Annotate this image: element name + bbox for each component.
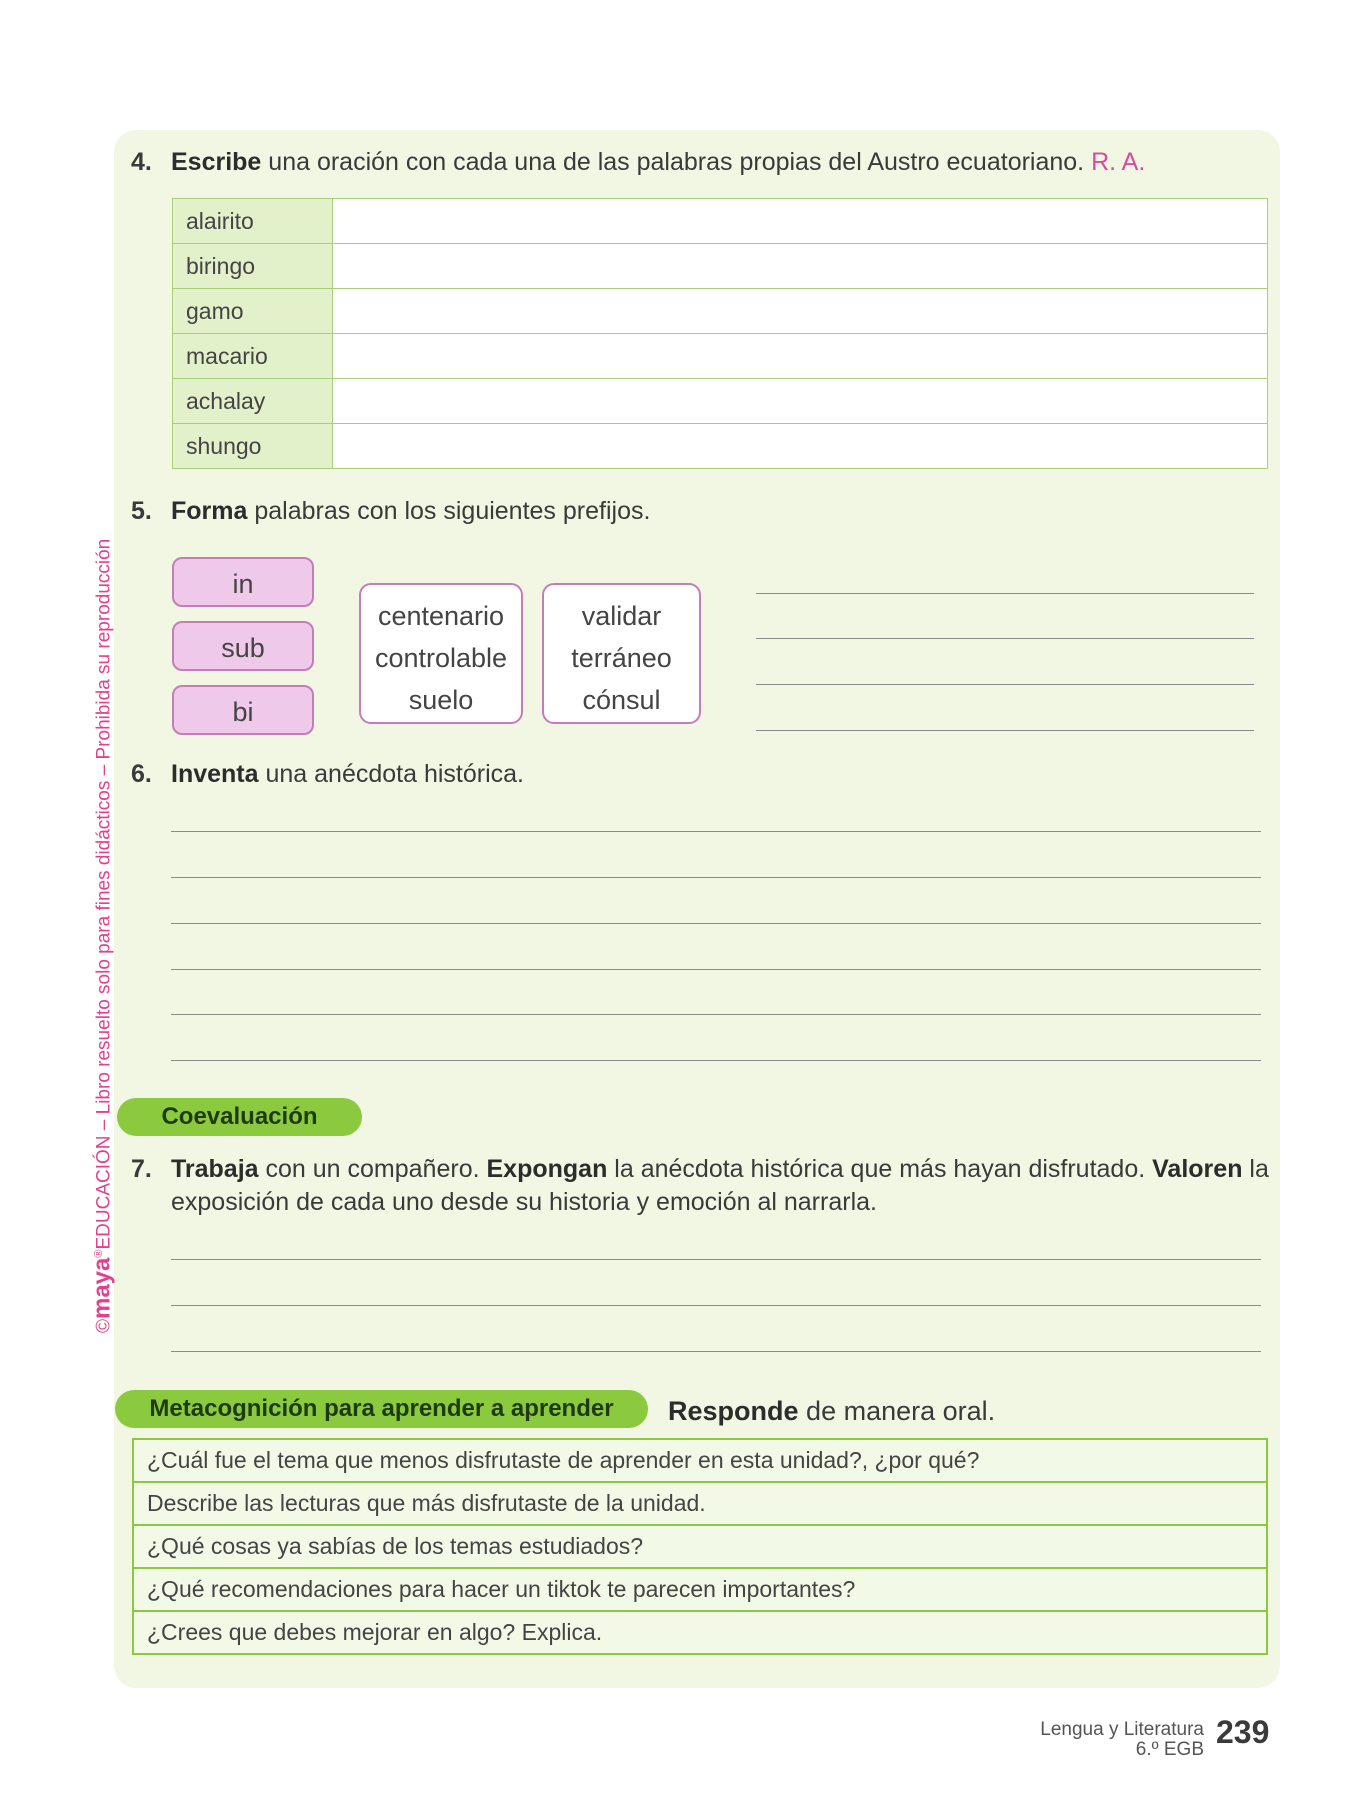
- answer-note: R. A.: [1091, 148, 1146, 176]
- answer-line[interactable]: [756, 730, 1254, 731]
- roots-box-2: [542, 583, 701, 724]
- answer-cell[interactable]: [333, 289, 1268, 334]
- answer-line[interactable]: [171, 831, 1261, 832]
- words-table: [172, 198, 1268, 469]
- answer-cell[interactable]: [333, 424, 1268, 469]
- table-row: [173, 379, 1268, 424]
- question-text: la: [1249, 1155, 1269, 1183]
- table-row: [173, 334, 1268, 379]
- root-word: controlable: [374, 643, 508, 673]
- table-row: [173, 199, 1268, 244]
- question-text: una anécdota histórica.: [265, 760, 524, 788]
- root-word: centenario: [377, 601, 505, 631]
- answer-line[interactable]: [171, 1259, 1261, 1260]
- sidebar-text: EDUCACIÓN – Libro resuelto solo para fines didácticos – Prohibida su reproducción: [93, 538, 115, 1250]
- word-cell: macario: [173, 334, 333, 379]
- meta-instruction: [668, 1395, 995, 1428]
- registered-mark: ®: [93, 1249, 105, 1258]
- prefix-box-sub: sub: [172, 621, 314, 671]
- word-cell: alairito: [173, 199, 333, 244]
- question-text: con un compañero.: [265, 1155, 480, 1183]
- page-number: 239: [1216, 1714, 1270, 1750]
- answer-line[interactable]: [171, 1060, 1261, 1061]
- answer-line[interactable]: [171, 969, 1261, 970]
- question-number: 4.: [131, 148, 152, 176]
- metacognition-table: [132, 1438, 1268, 1655]
- root-word: cónsul: [582, 685, 661, 715]
- answer-line[interactable]: [171, 1351, 1261, 1352]
- prefix-box-in: in: [172, 557, 314, 607]
- meta-question: ¿Cuál fue el tema que menos disfrutaste de aprender en esta unidad?, ¿por qué?: [133, 1439, 1267, 1482]
- meta-question: ¿Qué cosas ya sabías de los temas estudiados?: [133, 1525, 1267, 1568]
- question-number: 7.: [131, 1155, 152, 1183]
- table-row: [173, 424, 1268, 469]
- footer-subject: [1040, 1720, 1204, 1760]
- root-word: validar: [581, 601, 662, 631]
- answer-line[interactable]: [171, 923, 1261, 924]
- table-row: [173, 244, 1268, 289]
- question-verb: Forma: [171, 497, 248, 525]
- question-verb: Inventa: [171, 760, 259, 788]
- question-7-line-2: exposición de cada uno desde su historia y emoción al narrarla.: [171, 1188, 877, 1216]
- meta-question: ¿Qué recomendaciones para hacer un tiktok te parecen importantes?: [133, 1568, 1267, 1611]
- answer-cell[interactable]: [333, 379, 1268, 424]
- brand-name: maya: [88, 1257, 116, 1319]
- instruction-text: de manera oral.: [806, 1396, 996, 1426]
- coevaluacion-badge: Coevaluación: [117, 1098, 362, 1136]
- question-text: palabras con los siguientes prefijos.: [254, 497, 651, 525]
- root-word: suelo: [408, 685, 474, 715]
- prefix-box-bi: bi: [172, 685, 314, 735]
- grade-level: 6.º EGB: [1135, 1739, 1204, 1760]
- metacognicion-badge: Metacognición para aprender a aprender: [115, 1390, 648, 1428]
- question-verb: Valoren: [1152, 1155, 1243, 1183]
- answer-line[interactable]: [756, 638, 1254, 639]
- answer-line[interactable]: [756, 593, 1254, 594]
- answer-cell[interactable]: [333, 244, 1268, 289]
- question-verb: Trabaja: [171, 1155, 259, 1183]
- copyright-symbol: ©: [93, 1319, 115, 1333]
- instruction-verb: Responde: [668, 1396, 799, 1426]
- word-cell: shungo: [173, 424, 333, 469]
- answer-cell[interactable]: [333, 334, 1268, 379]
- table-row: [133, 1611, 1267, 1654]
- meta-question: ¿Crees que debes mejorar en algo? Explica.: [133, 1611, 1267, 1654]
- subject-name: Lengua y Literatura: [1040, 1719, 1204, 1740]
- copyright-sidebar: [88, 539, 115, 1333]
- question-text: la anécdota histórica que más hayan disfrutado.: [614, 1155, 1146, 1183]
- question-number: 5.: [131, 497, 152, 525]
- question-number: 6.: [131, 760, 152, 788]
- word-cell: gamo: [173, 289, 333, 334]
- answer-line[interactable]: [171, 877, 1261, 878]
- word-cell: biringo: [173, 244, 333, 289]
- question-verb: Expongan: [486, 1155, 608, 1183]
- answer-cell[interactable]: [333, 199, 1268, 244]
- roots-box-1: [359, 583, 523, 724]
- answer-line[interactable]: [756, 684, 1254, 685]
- table-row: [173, 289, 1268, 334]
- table-row: [133, 1439, 1267, 1482]
- answer-line[interactable]: [171, 1305, 1261, 1306]
- question-text: una oración con cada una de las palabras propias del Austro ecuatoriano.: [268, 148, 1085, 176]
- table-row: [133, 1525, 1267, 1568]
- answer-line[interactable]: [171, 1014, 1261, 1015]
- question-verb: Escribe: [171, 148, 262, 176]
- word-cell: achalay: [173, 379, 333, 424]
- table-row: [133, 1568, 1267, 1611]
- meta-question: Describe las lecturas que más disfrutaste de la unidad.: [133, 1482, 1267, 1525]
- table-row: [133, 1482, 1267, 1525]
- root-word: terráneo: [571, 643, 672, 673]
